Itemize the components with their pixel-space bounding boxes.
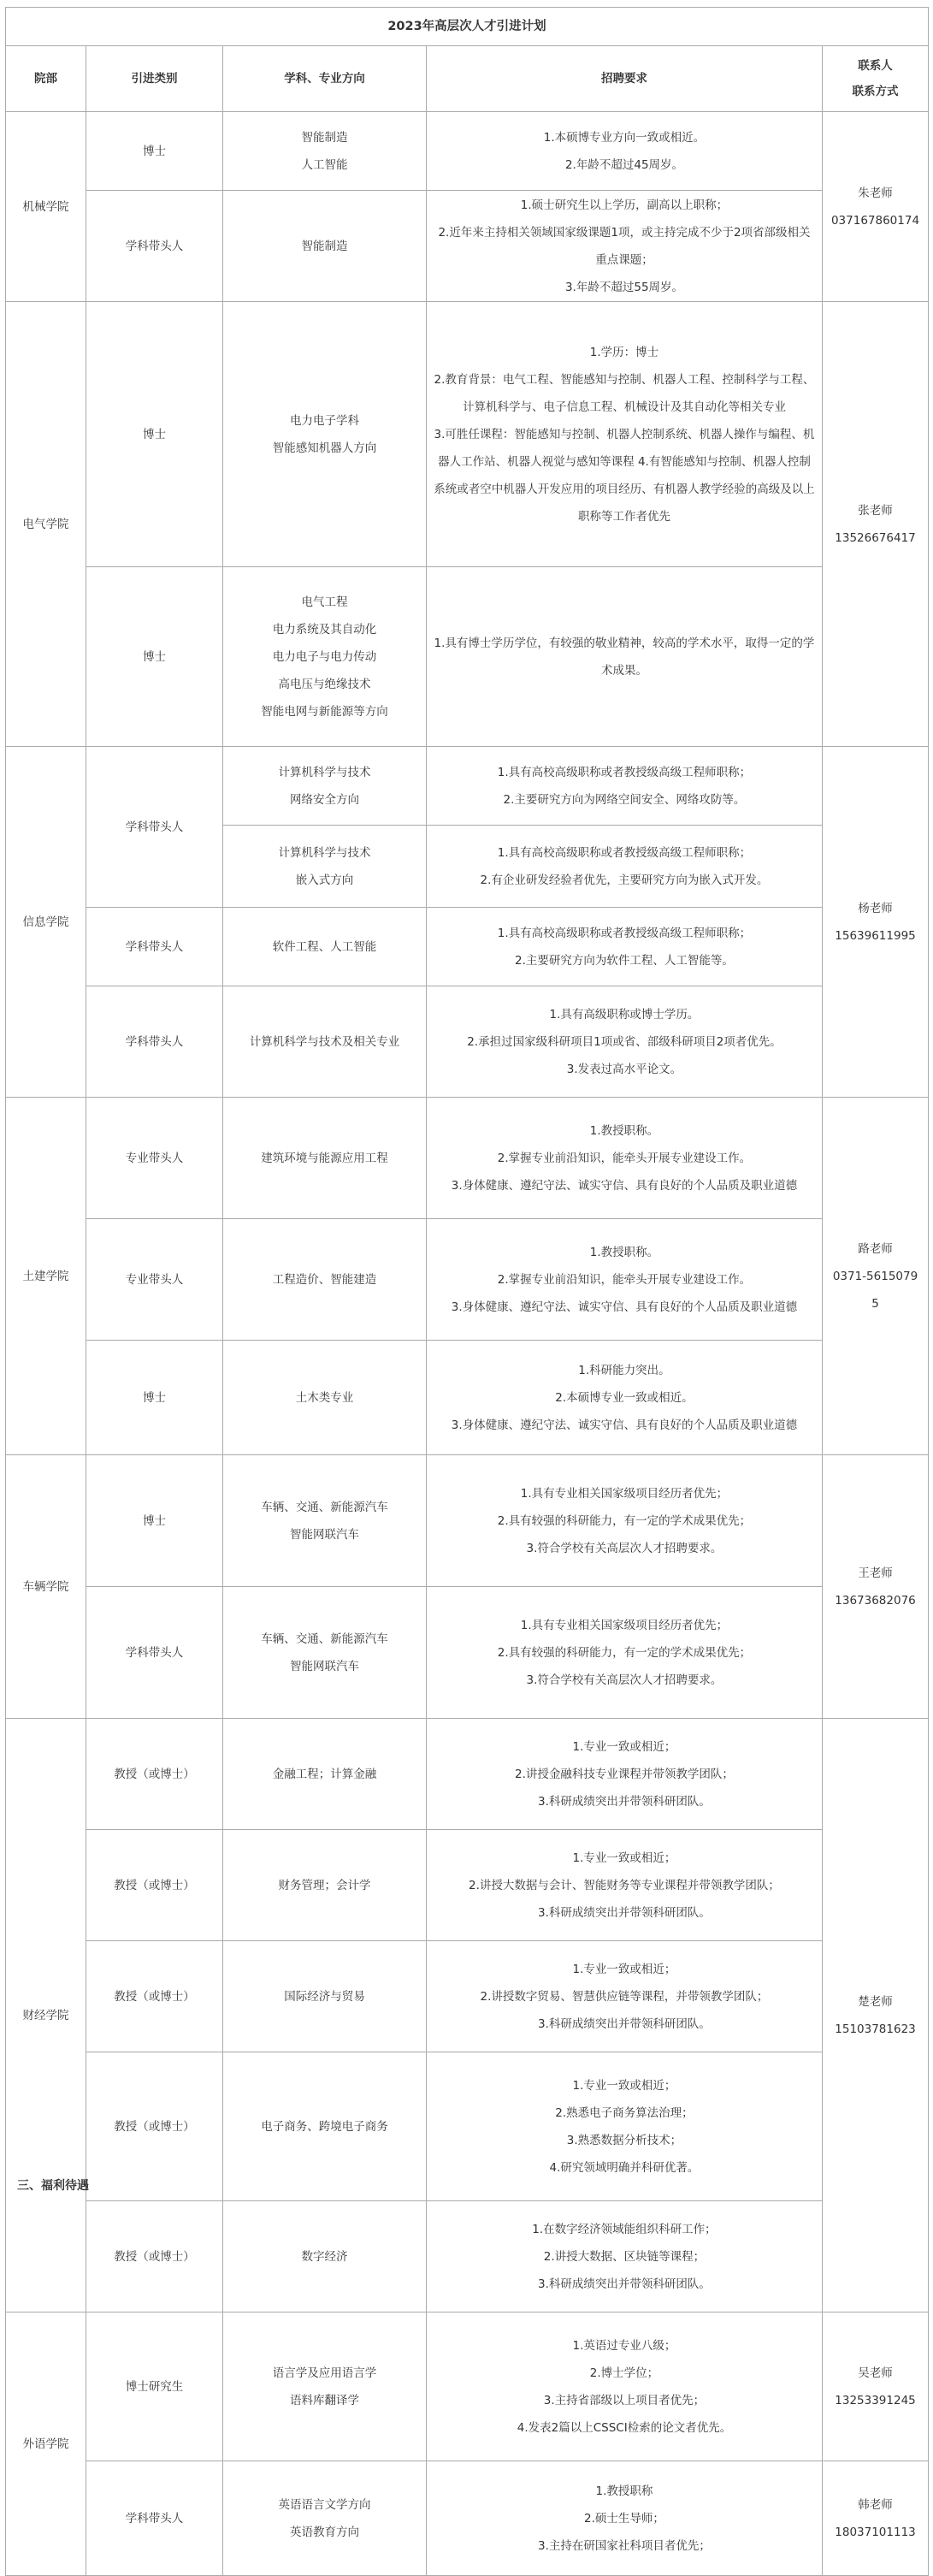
requirements-cell xyxy=(427,1341,823,1455)
cell-line: 2.近年来主持相关领域国家级课题1项，或主持完成不少于2项省部级相关重点课题； xyxy=(438,225,811,267)
contact-name: 楚老师 xyxy=(858,1994,893,2009)
cell-line: 语料库翻译学 xyxy=(290,2393,359,2407)
college-name-cell: 财经学院 xyxy=(6,1719,86,2312)
cell-line: 2.本硕博专业一致或相近。 xyxy=(555,1390,694,1405)
category-cell: 学科带头人 xyxy=(86,191,223,302)
discipline-cell xyxy=(223,1341,427,1455)
requirements-cell xyxy=(427,1219,823,1341)
contact-cell xyxy=(823,302,929,747)
discipline-cell xyxy=(223,1587,427,1719)
contact-phone: 0371-56150795 xyxy=(832,1269,918,1311)
table-row xyxy=(6,1941,929,2052)
cell-line: 1.学历：博士 xyxy=(589,345,659,359)
category-cell: 学科带头人 xyxy=(86,908,223,986)
cell-line: 1.教授职称 xyxy=(595,2484,653,2498)
discipline-cell xyxy=(223,1098,427,1219)
requirements-cell xyxy=(427,908,823,986)
table-row xyxy=(6,1219,929,1341)
cell-line: 1.本硕博专业方向一致或相近。 xyxy=(543,130,706,145)
cell-line: 2.主要研究方向为软件工程、人工智能等。 xyxy=(515,953,734,968)
requirements-cell xyxy=(427,567,823,747)
cell-line: 2.博士学位； xyxy=(589,2366,659,2380)
cell-line: 1.具有高校高级职称或者教授级高级工程师职称； xyxy=(497,926,752,940)
category-cell: 学科带头人 xyxy=(86,747,223,908)
cell-line: 电力系统及其自动化 xyxy=(272,622,377,637)
cell-line: 计算机科学与技术 xyxy=(278,765,371,779)
recruitment-table xyxy=(5,7,929,2576)
discipline-cell xyxy=(223,1830,427,1941)
contact-name: 吴老师 xyxy=(858,2366,893,2380)
discipline-cell xyxy=(223,1219,427,1341)
category-cell: 博士 xyxy=(86,302,223,567)
cell-line: 2.硕士生导师； xyxy=(584,2511,664,2526)
cell-line: 软件工程、人工智能 xyxy=(272,939,377,954)
requirements-cell xyxy=(427,2201,823,2312)
cell-line: 建筑环境与能源应用工程 xyxy=(261,1151,388,1165)
cell-line: 3.符合学校有关高层次人才招聘要求。 xyxy=(526,1541,723,1555)
cell-line: 2.讲授大数据、区块链等课程； xyxy=(543,2249,706,2264)
requirements-cell xyxy=(427,302,823,567)
requirements-cell xyxy=(427,826,823,908)
table-row xyxy=(6,2312,929,2461)
discipline-cell xyxy=(223,302,427,567)
table-row xyxy=(6,1098,929,1219)
table-row xyxy=(6,112,929,191)
college-name-cell: 外语学院 xyxy=(6,2312,86,2576)
table-row xyxy=(6,1719,929,1830)
category-cell: 教授（或博士） xyxy=(86,1719,223,1830)
cell-line: 2.讲授金融科技专业课程并带领教学团队； xyxy=(515,1767,734,1781)
table-row xyxy=(6,908,929,986)
section-heading-benefits: 三、福利待遇 xyxy=(17,2179,89,2193)
cell-line: 智能感知机器人方向 xyxy=(272,441,377,455)
cell-line: 1.教授职称。 xyxy=(589,1245,659,1259)
cell-line: 1.专业一致或相近； xyxy=(572,2078,676,2093)
requirements-cell xyxy=(427,2052,823,2201)
table-row xyxy=(6,747,929,826)
table-row xyxy=(6,567,929,747)
table-row xyxy=(6,1341,929,1455)
cell-line: 计算机科学与技术 xyxy=(278,845,371,860)
cell-line: 3.可胜任课程：智能感知与控制、机器人控制系统、机器人操作与编程、机器人工作站、机器人视觉与感知等课程 4.有智能感知与控制、机器人控制系统或者空中机器人开发应用的项目经历、有机器人教学经验的高级及以上职称等工作者优先 xyxy=(434,427,815,524)
table-row xyxy=(6,302,929,567)
cell-line: 2.教育背景：电气工程、智能感知与控制、机器人工程、控制科学与工程、计算机科学与、电子信息工程、机械设计及其自动化等相关专业 xyxy=(434,372,815,414)
cell-line: 2.年龄不超过45周岁。 xyxy=(564,157,684,172)
cell-line: 车辆、交通、新能源汽车 xyxy=(261,1631,388,1646)
college-name-cell: 车辆学院 xyxy=(6,1455,86,1719)
cell-line: 英语语言文学方向 xyxy=(278,2497,371,2512)
cell-line: 智能制造 xyxy=(301,239,348,253)
table-row xyxy=(6,2461,929,2576)
cell-line: 智能网联汽车 xyxy=(290,1527,359,1542)
cell-line: 3.身体健康、遵纪守法、诚实守信、具有良好的个人品质及职业道德 xyxy=(451,1178,798,1193)
header-discipline: 学科、专业方向 xyxy=(223,46,427,112)
contact-name: 王老师 xyxy=(858,1566,893,1580)
cell-line: 3.主持省部级以上项目者优先； xyxy=(543,2393,706,2407)
requirements-cell xyxy=(427,2461,823,2576)
category-cell: 学科带头人 xyxy=(86,1587,223,1719)
contact-phone: 13253391245 xyxy=(835,2393,916,2407)
requirements-cell xyxy=(427,191,823,302)
discipline-cell xyxy=(223,2312,427,2461)
cell-line: 3.主持在研国家社科项目者优先； xyxy=(538,2538,711,2553)
table-row xyxy=(6,191,929,302)
cell-line: 2.具有较强的科研能力，有一定的学术成果优先； xyxy=(497,1645,752,1660)
contact-name: 朱老师 xyxy=(858,186,893,200)
discipline-cell xyxy=(223,908,427,986)
cell-line: 英语教育方向 xyxy=(290,2525,359,2539)
cell-line: 2.有企业研发经验者优先，主要研究方向为嵌入式开发。 xyxy=(480,873,769,887)
requirements-cell xyxy=(427,986,823,1098)
category-cell: 博士 xyxy=(86,1341,223,1455)
header-category: 引进类别 xyxy=(86,46,223,112)
cell-line: 3.年龄不超过55周岁。 xyxy=(564,280,684,294)
cell-line: 1.教授职称。 xyxy=(589,1123,659,1138)
cell-line: 嵌入式方向 xyxy=(295,873,354,887)
category-cell: 教授（或博士） xyxy=(86,2201,223,2312)
cell-line: 1.具有专业相关国家级项目经历者优先； xyxy=(520,1486,729,1501)
cell-line: 电力电子与电力传动 xyxy=(272,649,377,664)
cell-line: 1.英语过专业八级； xyxy=(572,2338,676,2353)
contact-phone: 037167860174 xyxy=(830,213,920,228)
cell-line: 3.科研成绩突出并带领科研团队。 xyxy=(538,1794,711,1809)
contact-cell xyxy=(823,1098,929,1455)
category-cell: 博士研究生 xyxy=(86,2312,223,2461)
cell-line: 电子商务、跨境电子商务 xyxy=(261,2119,388,2134)
table-row xyxy=(6,1455,929,1587)
table-row xyxy=(6,986,929,1098)
cell-line: 3.熟悉数据分析技术； xyxy=(566,2133,682,2147)
cell-line: 1.专业一致或相近； xyxy=(572,1739,676,1754)
cell-line: 1.在数字经济领域能组织科研工作； xyxy=(532,2222,717,2236)
cell-line: 3.发表过高水平论文。 xyxy=(566,1062,682,1076)
contact-name: 张老师 xyxy=(858,503,893,518)
requirements-cell xyxy=(427,747,823,826)
contact-name: 杨老师 xyxy=(858,901,893,915)
category-cell: 教授（或博士） xyxy=(86,1941,223,2052)
cell-line: 智能制造 xyxy=(301,130,348,145)
cell-line: 网络安全方向 xyxy=(290,792,359,807)
requirements-cell xyxy=(427,1098,823,1219)
college-name-cell: 信息学院 xyxy=(6,747,86,1098)
table-row xyxy=(6,1830,929,1941)
cell-line: 1.专业一致或相近； xyxy=(572,1851,676,1865)
cell-line: 1.科研能力突出。 xyxy=(578,1363,670,1377)
contact-name: 路老师 xyxy=(858,1241,893,1256)
cell-line: 3.符合学校有关高层次人才招聘要求。 xyxy=(526,1673,723,1687)
cell-line: 1.硕士研究生以上学历，副高以上职称； xyxy=(520,198,729,212)
discipline-cell xyxy=(223,2052,427,2201)
requirements-cell xyxy=(427,112,823,191)
cell-line: 1.具有高校高级职称或者教授级高级工程师职称； xyxy=(497,845,752,860)
cell-line: 国际经济与贸易 xyxy=(284,1989,365,2004)
discipline-cell xyxy=(223,2461,427,2576)
cell-line: 2.讲授大数据与会计、智能财务等专业课程并带领教学团队； xyxy=(469,1878,780,1892)
category-cell: 学科带头人 xyxy=(86,2461,223,2576)
contact-name: 韩老师 xyxy=(858,2497,893,2512)
category-cell: 博士 xyxy=(86,1455,223,1587)
cell-line: 财务管理；会计学 xyxy=(278,1878,371,1892)
contact-phone: 15103781623 xyxy=(835,2022,916,2036)
discipline-cell xyxy=(223,1941,427,2052)
discipline-cell xyxy=(223,112,427,191)
category-cell: 学科带头人 xyxy=(86,986,223,1098)
discipline-cell xyxy=(223,1455,427,1587)
discipline-cell xyxy=(223,747,427,826)
cell-line: 1.具有博士学历学位，有较强的敬业精神，较高的学术水平，取得一定的学术成果。 xyxy=(434,636,815,678)
cell-line: 高电压与绝缘技术 xyxy=(278,677,371,691)
contact-cell xyxy=(823,747,929,1098)
header-requirements: 招聘要求 xyxy=(427,46,823,112)
discipline-cell xyxy=(223,986,427,1098)
cell-line: 1.具有高校高级职称或者教授级高级工程师职称； xyxy=(497,765,752,779)
contact-phone: 18037101113 xyxy=(835,2525,916,2539)
contact-phone: 13673682076 xyxy=(835,1593,916,1608)
cell-line: 土木类专业 xyxy=(295,1390,354,1405)
cell-line: 3.科研成绩突出并带领科研团队。 xyxy=(538,2277,711,2291)
cell-line: 车辆、交通、新能源汽车 xyxy=(261,1500,388,1514)
cell-line: 2.具有较强的科研能力，有一定的学术成果优先； xyxy=(497,1513,752,1528)
discipline-cell xyxy=(223,826,427,908)
cell-line: 3.身体健康、遵纪守法、诚实守信、具有良好的个人品质及职业道德 xyxy=(451,1300,798,1314)
table-row xyxy=(6,1587,929,1719)
college-name-cell: 电气学院 xyxy=(6,302,86,747)
cell-line: 3.科研成绩突出并带领科研团队。 xyxy=(538,1905,711,1920)
cell-line: 3.身体健康、遵纪守法、诚实守信、具有良好的个人品质及职业道德 xyxy=(451,1418,798,1432)
cell-line: 智能网联汽车 xyxy=(290,1659,359,1673)
contact-phone: 15639611995 xyxy=(835,928,916,943)
contact-cell xyxy=(823,2461,929,2576)
requirements-cell xyxy=(427,1719,823,1830)
cell-line: 计算机科学与技术及相关专业 xyxy=(249,1034,400,1049)
cell-line: 智能电网与新能源等方向 xyxy=(261,704,388,719)
cell-line: 2.承担过国家级科研项目1项或省、部级科研项目2项者优先。 xyxy=(467,1034,782,1049)
cell-line: 人工智能 xyxy=(301,157,348,172)
recruitment-plan xyxy=(5,7,928,2576)
college-name-cell: 机械学院 xyxy=(6,112,86,302)
header-college: 院部 xyxy=(6,46,86,112)
contact-phone: 13526676417 xyxy=(835,530,916,545)
college-name-cell: 土建学院 xyxy=(6,1098,86,1455)
cell-line: 2.主要研究方向为网络空间安全、网络攻防等。 xyxy=(503,792,746,807)
requirements-cell xyxy=(427,1941,823,2052)
contact-cell xyxy=(823,1719,929,2312)
discipline-cell xyxy=(223,567,427,747)
cell-line: 工程造价、智能建造 xyxy=(272,1272,377,1287)
category-cell: 教授（或博士） xyxy=(86,2052,223,2201)
table-title: 2023年高层次人才引进计划 xyxy=(6,8,929,46)
cell-line: 电力电子学科 xyxy=(290,413,359,428)
cell-line: 2.掌握专业前沿知识，能牵头开展专业建设工作。 xyxy=(497,1272,752,1287)
contact-cell xyxy=(823,2312,929,2461)
discipline-cell xyxy=(223,191,427,302)
category-cell: 博士 xyxy=(86,112,223,191)
cell-line: 2.掌握专业前沿知识，能牵头开展专业建设工作。 xyxy=(497,1151,752,1165)
cell-line: 4.研究领域明确并科研优著。 xyxy=(549,2160,700,2175)
cell-line: 1.具有高级职称或博士学历。 xyxy=(549,1007,700,1022)
cell-line: 4.发表2篇以上CSSCI检索的论文者优先。 xyxy=(517,2420,732,2435)
requirements-cell xyxy=(427,2312,823,2461)
header-contact-line2: 联系方式 xyxy=(852,85,899,98)
cell-line: 3.科研成绩突出并带领科研团队。 xyxy=(538,2016,711,2031)
category-cell: 专业带头人 xyxy=(86,1098,223,1219)
requirements-cell xyxy=(427,1587,823,1719)
cell-line: 1.专业一致或相近； xyxy=(572,1962,676,1976)
cell-line: 语言学及应用语言学 xyxy=(272,2366,377,2380)
header-contact xyxy=(823,46,929,112)
discipline-cell xyxy=(223,1719,427,1830)
category-cell: 专业带头人 xyxy=(86,1219,223,1341)
table-row xyxy=(6,2052,929,2201)
cell-line: 2.讲授数字贸易、智慧供应链等课程，并带领教学团队； xyxy=(480,1989,769,2004)
requirements-cell xyxy=(427,1455,823,1587)
cell-line: 1.具有专业相关国家级项目经历者优先； xyxy=(520,1618,729,1632)
cell-line: 金融工程；计算金融 xyxy=(272,1767,377,1781)
cell-line: 电气工程 xyxy=(301,595,348,609)
requirements-cell xyxy=(427,1830,823,1941)
contact-cell xyxy=(823,112,929,302)
header-contact-line1: 联系人 xyxy=(858,59,893,73)
category-cell: 博士 xyxy=(86,567,223,747)
category-cell: 教授（或博士） xyxy=(86,1830,223,1941)
cell-line: 数字经济 xyxy=(301,2249,348,2264)
contact-cell xyxy=(823,1455,929,1719)
cell-line: 2.熟悉电子商务算法治理； xyxy=(555,2105,694,2120)
table-row xyxy=(6,2201,929,2312)
discipline-cell xyxy=(223,2201,427,2312)
